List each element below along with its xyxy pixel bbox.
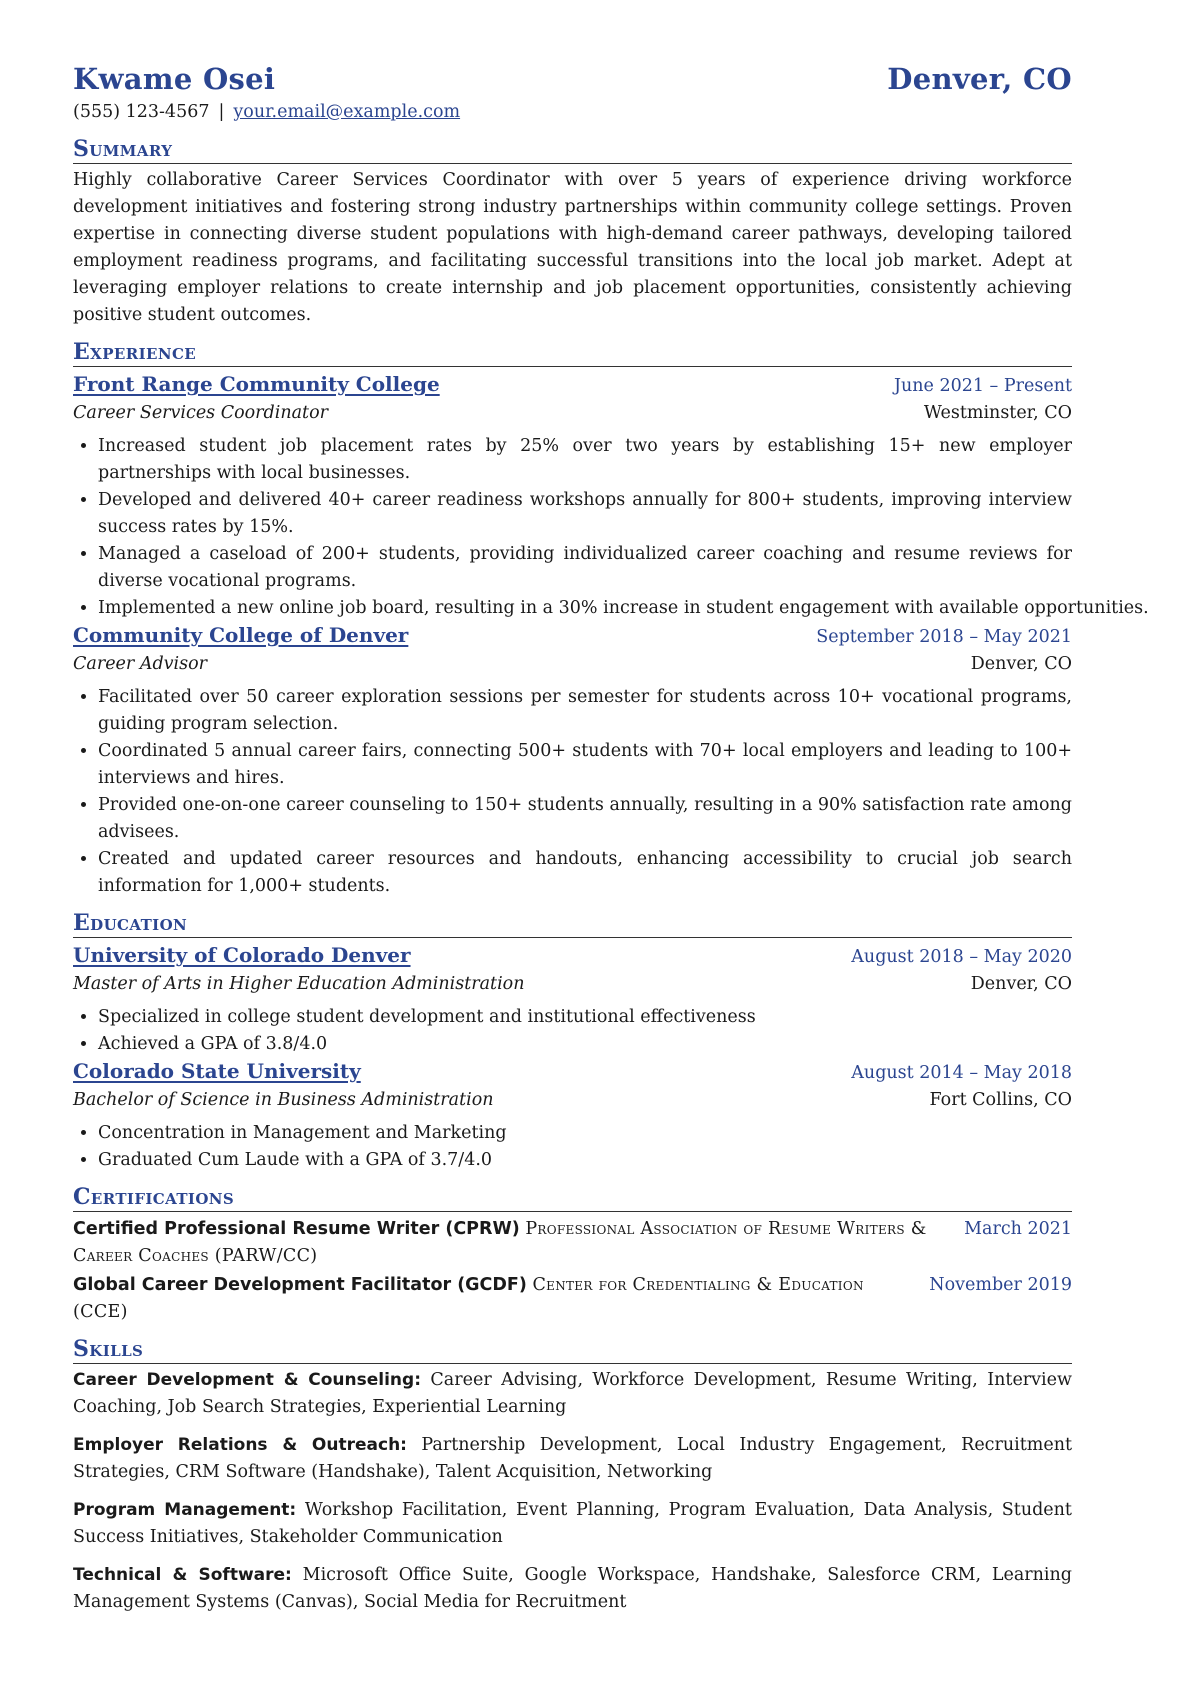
skill-group <box>73 1562 1072 1616</box>
education-details <box>73 1120 1072 1174</box>
list-item: • Created and updated career resources and handouts, enhancing accessibility to crucial job search information for 1,000+ students. <box>98 846 1072 900</box>
skill-group-label: Employer Relations & Outreach: <box>73 1435 407 1455</box>
list-item: • Coordinated 5 annual career fairs, connecting 500+ students with 70+ local employers and leading to 100+ interviews and hires. <box>98 738 1072 792</box>
certification-name: Global Career Development Facilitator (GCDF) <box>73 1275 527 1295</box>
school-location: Denver, CO <box>970 974 1072 994</box>
employment-dates: September 2018 – May 2021 <box>816 627 1072 647</box>
school-location: Fort Collins, CO <box>929 1090 1072 1110</box>
skill-group-text: Career Advising, Workforce Development, Resume Writing, Interview Coaching, Job Search Strategies, Experiential Learning <box>73 1370 1072 1417</box>
list-item: • Increased student job placement rates by 25% over two years by establishing 15+ new employer partnerships with local businesses. <box>98 433 1072 487</box>
section-title-experience: Experience <box>73 339 1072 367</box>
degree-title: Master of Arts in Higher Education Administration <box>73 974 525 994</box>
header <box>73 62 1072 96</box>
list-item: • Provided one-on-one career counseling to 150+ students annually, resulting in a 90% satisfaction rate among advisees. <box>98 792 1072 846</box>
skill-group-label: Technical & Software: <box>73 1565 292 1585</box>
list-item: • Implemented a new online job board, resulting in a 30% increase in student engagement with available opportunities. <box>98 595 1072 622</box>
section-title-summary: Summary <box>73 136 1072 164</box>
certification-date: March 2021 <box>964 1219 1072 1239</box>
certification-entry <box>73 1272 1072 1326</box>
experience-entry <box>73 371 1149 622</box>
education-entry <box>73 1058 1072 1174</box>
skill-group-text: Partnership Development, Local Industry Engagement, Recruitment Strategies, CRM Software (Handshake), Talent Acquisition, Networking <box>73 1435 1072 1482</box>
experience-entry <box>73 622 1072 900</box>
school-link[interactable]: University of Colorado Denver <box>73 943 411 967</box>
email-link[interactable]: your.email@example.com <box>233 102 461 122</box>
skill-group <box>73 1497 1072 1551</box>
section-title-education: Education <box>73 910 1072 938</box>
job-location: Westminster, CO <box>923 403 1072 423</box>
list-item: • Specialized in college student development and institutional effectiveness <box>98 1004 1072 1031</box>
education-entry <box>73 942 1072 1058</box>
contact-line <box>73 102 1072 122</box>
skill-group-text: Microsoft Office Suite, Google Workspace, Handshake, Salesforce CRM, Learning Management Systems (Canvas), Social Media for Recruitment <box>73 1565 1072 1612</box>
certification-entry <box>73 1216 1072 1270</box>
contact-separator: | <box>218 102 225 122</box>
education-dates: August 2018 – May 2020 <box>851 947 1072 967</box>
phone-number: (555) 123-4567 <box>73 102 210 122</box>
education-details <box>73 1004 1072 1058</box>
skill-group <box>73 1432 1072 1486</box>
skill-group <box>73 1367 1072 1421</box>
list-item: • Developed and delivered 40+ career readiness workshops annually for 800+ students, improving interview success rates by 15%. <box>98 487 1072 541</box>
degree-title: Bachelor of Science in Business Administration <box>73 1090 494 1110</box>
candidate-city: Denver, CO <box>887 62 1072 96</box>
education-dates: August 2014 – May 2018 <box>851 1063 1072 1083</box>
candidate-name: Kwame Osei <box>73 62 276 96</box>
school-link[interactable]: Colorado State University <box>73 1059 361 1083</box>
list-item: • Graduated Cum Laude with a GPA of 3.7/4.0 <box>98 1147 1072 1174</box>
achievement-list <box>73 433 1149 622</box>
employer-link[interactable]: Front Range Community College <box>73 372 440 396</box>
skills-list <box>73 1367 1072 1616</box>
employment-dates: June 2021 – Present <box>893 376 1072 396</box>
certification-issuer: Center for Credentialing & Education (CCE) <box>73 1275 864 1322</box>
job-location: Denver, CO <box>970 654 1072 674</box>
certification-issuer: Professional Association of Resume Writers & Career Coaches (PARW/CC) <box>73 1219 927 1266</box>
achievement-list <box>73 684 1072 900</box>
list-item: • Facilitated over 50 career exploration sessions per semester for students across 10+ vocational programs, guiding program selection. <box>98 684 1072 738</box>
section-title-skills: Skills <box>73 1336 1072 1364</box>
summary-text: Highly collaborative Career Services Coordinator with over 5 years of experience driving workforce development initiatives and fostering strong industry partnerships within community college settings. Proven expertise in connecting diverse student populations with high-demand career pathways, developing tailored employment readiness programs, and facilitating successful transitions into the local job market. Adept at leveraging employer relations to create internship and job placement opportunities, consistently achieving positive student outcomes. <box>73 170 1072 325</box>
skill-group-label: Career Development & Counseling: <box>73 1370 422 1390</box>
list-item: • Managed a caseload of 200+ students, providing individualized career coaching and resume reviews for diverse vocational programs. <box>98 541 1072 595</box>
certification-date: November 2019 <box>929 1275 1072 1295</box>
skill-group-text: Workshop Facilitation, Event Planning, Program Evaluation, Data Analysis, Student Success Initiatives, Stakeholder Communication <box>73 1500 1072 1547</box>
list-item: • Achieved a GPA of 3.8/4.0 <box>98 1031 1072 1058</box>
certification-name: Certified Professional Resume Writer (CPRW) <box>73 1219 520 1239</box>
skill-group-label: Program Management: <box>73 1500 297 1520</box>
list-item: • Concentration in Management and Marketing <box>98 1120 1072 1147</box>
job-title: Career Services Coordinator <box>73 403 328 423</box>
section-title-certifications: Certifications <box>73 1184 1072 1212</box>
job-title: Career Advisor <box>73 654 208 674</box>
employer-link[interactable]: Community College of Denver <box>73 623 409 647</box>
